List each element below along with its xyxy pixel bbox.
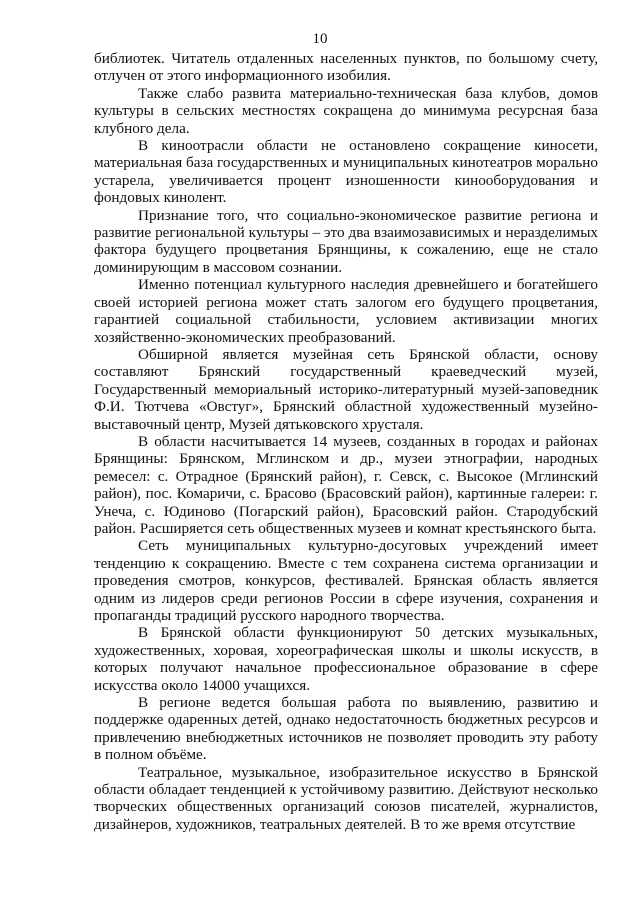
paragraph-museum-network: Обширной является музейная сеть Брянской области, основу составляют Брянский государственный краеведческий музей, Государственный мемориальный историко-литературный музей-заповедник Ф.И. Тютчева «Овстуг», Брянский областной художественный музейно-выставочный центр, Музей дятьковского хрусталя. [94,345,598,433]
paragraph-museums-count: В области насчитывается 14 музеев, созданных в городах и районах Брянщины: Брянском, Мглинском и др., музеи этнографии, народных ремесел: с. Отрадное (Брянский район), г. Севск, с. Высокое (Мглинский район), пос. Комаричи, с. Брасово (Брасовский район), картинные галереи: г. Унеча, с. Юдиново (Погарский район), Брасовский район. Стародубский район. Расширяется сеть общественных музеев и комнат крестьянского быта. [94,432,598,537]
paragraph-arts-development: Театральное, музыкальное, изобразительное искусство в Брянской области обладает тенденцией к устойчивому развитию. Действуют несколько творческих общественных организаций союзов писателей, журналистов, дизайнеров, художников, театральных деятелей. В то же время отсутствие [94,763,598,833]
paragraph-cultural-heritage: Именно потенциал культурного наследия древнейшего и богатейшего своей историей региона может стать залогом его будущего процветания, гарантией социальной стабильности, условием активизации многих хозяйственно-экономических преобразований. [94,276,598,346]
paragraph-cinema: В киноотрасли области не остановлено сокращение киносети, материальная база государственных и муниципальных кинотеатров морально устарела, увеличивается процент изношенности кинооборудования и фондовых кинолент. [94,137,598,207]
paragraph-cultural-institutions: Сеть муниципальных культурно-досуговых учреждений имеет тенденцию к сокращению. Вместе с тем сохранена система организации и проведения смотров, конкурсов, фестивалей. Брянская область является одним из лидеров среди регионов России в сфере изучения, сохранения и пропаганды традиций русского народного творчества. [94,537,598,624]
paragraph-art-schools: В Брянской области функционируют 50 детских музыкальных, художественных, хоровая, хореографическая школы и школы искусств, в которых получают начальное профессиональное образование в сфере искусства около 14000 учащихся. [94,624,598,694]
document-body [94,50,598,833]
paragraph-clubs: Также слабо развита материально-техническая база клубов, домов культуры в сельских местностях сокращена до минимума ресурсная база клубного дела. [94,84,598,137]
paragraph-regional-culture: Признание того, что социально-экономическое развитие региона и развитие региональной культуры – это два взаимозависимых и неразделимых фактора будущего процветания Брянщины, к сожалению, еще не стало доминирующим в массовом сознании. [94,206,598,276]
page-number: 10 [312,31,328,47]
paragraph-libraries-continued: библиотек. Читатель отдаленных населенных пунктов, по большому счету, отлучен от этого информационного изобилия. [94,50,598,85]
paragraph-gifted-children: В регионе ведется большая работа по выявлению, развитию и поддержке одаренных детей, однако недостаточность бюджетных ресурсов и привлечению внебюджетных источников не позволяет проводить эту работу в полном объёме. [94,694,598,764]
